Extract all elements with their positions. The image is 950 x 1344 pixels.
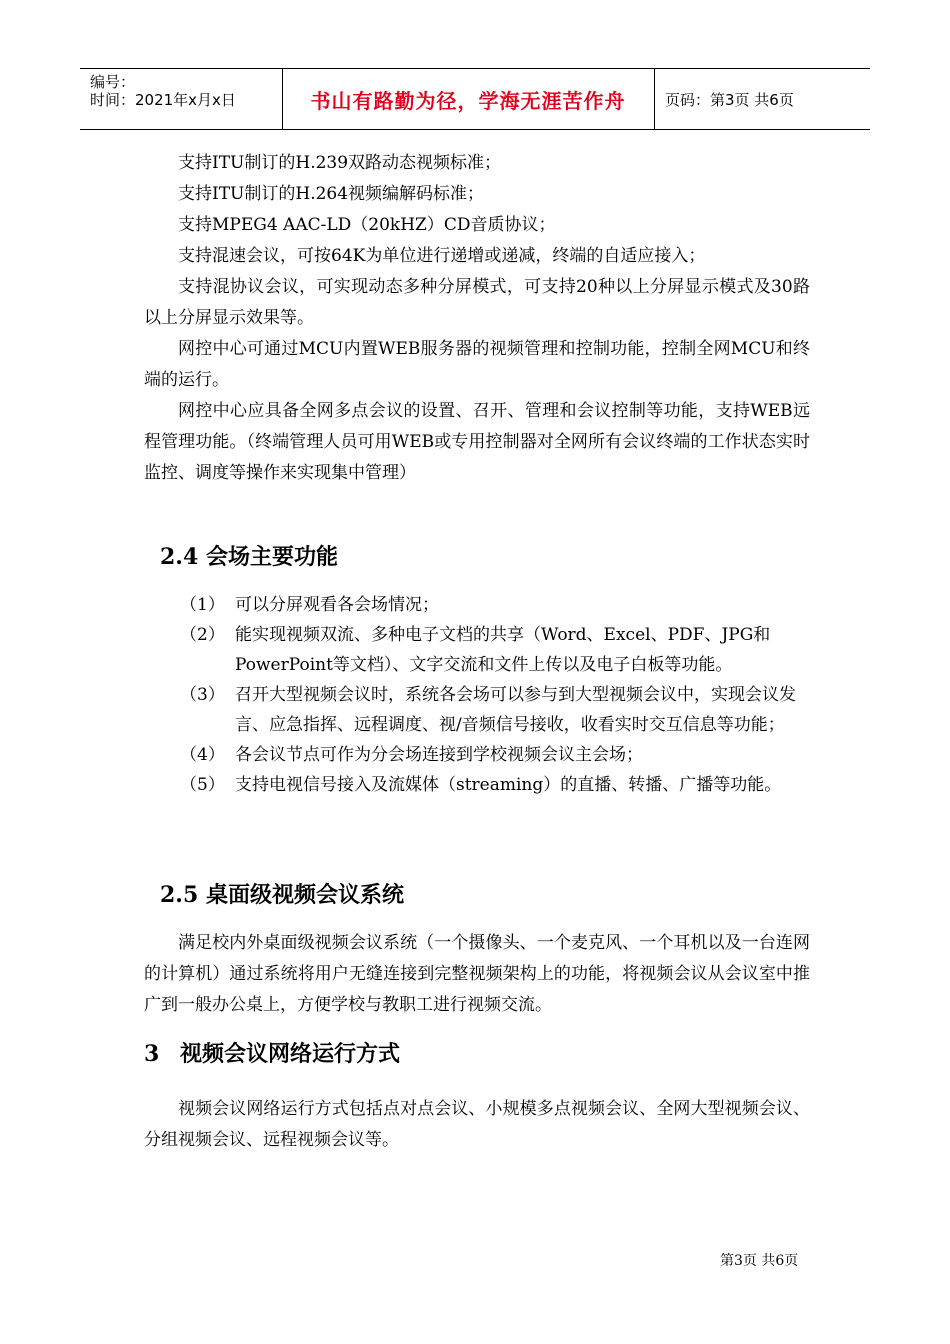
list-item-text: 支持电视信号接入及流媒体（streaming）的直播、转播、广播等功能。: [235, 775, 782, 795]
page-footer: 第3页 共6页: [720, 1253, 799, 1269]
paragraph: 支持混协议会议，可实现动态多种分屏模式，可支持20种以上分屏显示模式及30路以上分屏显示效果等。: [144, 277, 810, 328]
page-header: [80, 68, 870, 130]
header-meta-cell: [80, 69, 283, 129]
section-number: 2.5: [160, 882, 199, 908]
intro-content: [144, 148, 810, 489]
list-item: [180, 620, 810, 680]
list-item: [180, 590, 810, 620]
list-item-number: （4）: [180, 745, 225, 765]
list-item: [180, 740, 810, 770]
section-number: 2.4: [160, 544, 199, 570]
section-heading-3: [144, 1037, 400, 1068]
section-heading-2-4: [160, 540, 338, 571]
section-heading-2-5: [160, 878, 404, 909]
list-item-text: 召开大型视频会议时，系统各会场可以参与到大型视频会议中，实现会议发言、应急指挥、远程调度、视/音频信号接收，收看实时交互信息等功能；: [235, 685, 796, 735]
list-item: [180, 770, 810, 800]
list-item-number: （5）: [180, 775, 225, 795]
section-title: 桌面级视频会议系统: [206, 882, 405, 908]
list-item-text: 能实现视频双流、多种电子文档的共享（Word、Excel、PDF、JPG和PowerPoint等文档）、文字交流和文件上传以及电子白板等功能。: [235, 625, 771, 675]
list-item-number: （3）: [180, 685, 225, 705]
serial-label: 编号：: [90, 73, 136, 91]
list-item-text: 各会议节点可作为分会场连接到学校视频会议主会场；: [235, 745, 643, 765]
header-motto-cell: [282, 69, 655, 129]
paragraph: 满足校内外桌面级视频会议系统（一个摄像头、一个麦克风、一个耳机以及一台连网的计算机）通过系统将用户无缝连接到完整视频架构上的功能，将视频会议从会议室中推广到一般办公桌上，方便学校与教职工进行视频交流。: [144, 933, 810, 1015]
paragraph: 支持ITU制订的H.264视频编解码标准；: [178, 184, 485, 204]
paragraph: 网控中心应具备全网多点会议的设置、召开、管理和会议控制等功能，支持WEB远程管理功能。（终端管理人员可用WEB或专用控制器对全网所有会议终端的工作状态实时监控、调度等操作来实现集中管理）: [144, 401, 810, 483]
time-label: 时间：2021年x月x日: [90, 91, 236, 109]
feature-list: [180, 590, 810, 800]
list-item: [180, 680, 810, 740]
section-title: 视频会议网络运行方式: [180, 1041, 401, 1067]
paragraph: 支持混速会议，可按64K为单位进行递增或递减，终端的自适应接入；: [178, 246, 706, 266]
section-number: 3: [144, 1041, 160, 1067]
list-item-text: 可以分屏观看各会场情况；: [235, 595, 439, 615]
header-page-cell: [655, 69, 870, 129]
paragraph: 支持MPEG4 AAC-LD（20kHZ）CD音质协议；: [178, 215, 556, 235]
paragraph: 网控中心可通过MCU内置WEB服务器的视频管理和控制功能，控制全网MCU和终端的运行。: [144, 339, 810, 390]
paragraph: 支持ITU制订的H.239双路动态视频标准；: [178, 153, 502, 173]
list-item-number: （2）: [180, 625, 225, 645]
page-info: 页码：第3页 共6页: [665, 90, 794, 109]
section-2-5-content: [144, 928, 810, 1021]
section-3-content: [144, 1094, 810, 1156]
list-item-number: （1）: [180, 595, 225, 615]
motto-text: 书山有路勤为径，学海无涯苦作舟: [310, 88, 626, 113]
section-title: 会场主要功能: [206, 544, 339, 570]
paragraph: 视频会议网络运行方式包括点对点会议、小规模多点视频会议、全网大型视频会议、分组视频会议、远程视频会议等。: [144, 1099, 810, 1150]
